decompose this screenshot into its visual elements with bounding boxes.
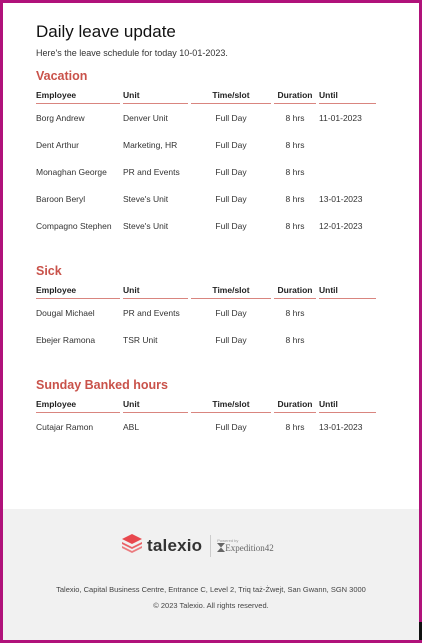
cell-until bbox=[319, 131, 376, 158]
section-title: Vacation bbox=[36, 69, 88, 83]
expedition42-logo-icon bbox=[217, 543, 225, 554]
leave-table bbox=[36, 283, 376, 353]
talexio-logo-icon bbox=[121, 533, 143, 558]
cell-until: 13-01-2023 bbox=[319, 193, 363, 204]
table-row bbox=[36, 158, 376, 185]
column-header-timeslot: Time/slot bbox=[191, 397, 271, 413]
page-subtitle: Here's the leave schedule for today 10-01-2023. bbox=[36, 48, 228, 58]
column-header-until: Until bbox=[319, 88, 376, 104]
table-row bbox=[36, 185, 376, 212]
section-title: Sunday Banked hours bbox=[36, 378, 168, 392]
cell-employee: Baroon Beryl bbox=[36, 193, 86, 204]
cell-duration: 8 hrs bbox=[285, 112, 305, 123]
cell-unit: Denver Unit bbox=[123, 112, 168, 123]
cell-until: 12-01-2023 bbox=[319, 220, 363, 231]
table-row bbox=[36, 212, 376, 239]
leave-table bbox=[36, 397, 376, 440]
company-address: Talexio, Capital Business Centre, Entrance C, Level 2, Triq taż-Żwejt, San Gwann, SGN 3000 bbox=[56, 585, 366, 594]
cell-duration: 8 hrs bbox=[285, 307, 305, 318]
cell-unit: Steve's Unit bbox=[123, 193, 169, 204]
column-header-employee: Employee bbox=[36, 88, 120, 104]
cell-duration: 8 hrs bbox=[285, 334, 305, 345]
powered-by-label: Powered by bbox=[217, 537, 239, 543]
cell-timeslot: Full Day bbox=[215, 307, 247, 318]
cell-timeslot: Full Day bbox=[215, 421, 247, 432]
cell-timeslot: Full Day bbox=[215, 112, 247, 123]
section-sunday-banked-hours bbox=[36, 377, 381, 440]
cell-duration: 8 hrs bbox=[285, 220, 305, 231]
cell-unit: ABL bbox=[123, 421, 140, 432]
cell-duration: 8 hrs bbox=[285, 166, 305, 177]
table-row bbox=[36, 104, 376, 131]
powered-by-block bbox=[217, 538, 274, 554]
cell-timeslot: Full Day bbox=[215, 166, 247, 177]
table-row bbox=[36, 299, 376, 326]
copyright-notice: © 2023 Talexio. All rights reserved. bbox=[153, 601, 269, 610]
cell-duration: 8 hrs bbox=[285, 193, 305, 204]
section-vacation bbox=[36, 68, 381, 239]
table-row bbox=[36, 131, 376, 158]
cell-duration: 8 hrs bbox=[285, 421, 305, 432]
column-header-duration: Duration bbox=[274, 397, 316, 413]
cell-timeslot: Full Day bbox=[215, 334, 247, 345]
column-header-unit: Unit bbox=[123, 283, 188, 299]
cell-until bbox=[319, 158, 376, 185]
cell-employee: Compagno Stephen bbox=[36, 220, 112, 231]
column-header-duration: Duration bbox=[274, 88, 316, 104]
table-header-row bbox=[36, 88, 376, 104]
cell-employee: Ebejer Ramona bbox=[36, 334, 96, 345]
cell-employee: Borg Andrew bbox=[36, 112, 85, 123]
cell-duration: 8 hrs bbox=[285, 139, 305, 150]
footer-logos bbox=[121, 533, 274, 558]
cell-timeslot: Full Day bbox=[215, 139, 247, 150]
partner-name: Expedition42 bbox=[225, 543, 274, 553]
cell-unit: PR and Events bbox=[123, 166, 180, 177]
cell-until bbox=[319, 326, 376, 353]
email-content bbox=[36, 21, 381, 440]
cell-unit: PR and Events bbox=[123, 307, 180, 318]
column-header-unit: Unit bbox=[123, 88, 188, 104]
section-sick bbox=[36, 263, 381, 353]
cell-employee: Dougal Michael bbox=[36, 307, 95, 318]
logo-divider bbox=[210, 535, 211, 557]
leave-table bbox=[36, 88, 376, 239]
cell-until: 11-01-2023 bbox=[319, 112, 362, 123]
column-header-timeslot: Time/slot bbox=[191, 88, 271, 104]
column-header-unit: Unit bbox=[123, 397, 188, 413]
table-row bbox=[36, 326, 376, 353]
table-row bbox=[36, 413, 376, 440]
cell-unit: TSR Unit bbox=[123, 334, 158, 345]
cell-employee: Monaghan George bbox=[36, 166, 107, 177]
column-header-duration: Duration bbox=[274, 283, 316, 299]
column-header-timeslot: Time/slot bbox=[191, 283, 271, 299]
column-header-employee: Employee bbox=[36, 283, 120, 299]
section-title: Sick bbox=[36, 264, 62, 278]
column-header-until: Until bbox=[319, 283, 376, 299]
page-title: Daily leave update bbox=[36, 22, 176, 41]
table-header-row bbox=[36, 283, 376, 299]
cell-unit: Marketing, HR bbox=[123, 139, 178, 150]
email-footer bbox=[3, 509, 419, 640]
column-header-employee: Employee bbox=[36, 397, 120, 413]
cell-employee: Cutajar Ramon bbox=[36, 421, 94, 432]
cell-until bbox=[319, 299, 376, 326]
cell-unit: Steve's Unit bbox=[123, 220, 169, 231]
column-header-until: Until bbox=[319, 397, 376, 413]
brand-name: talexio bbox=[147, 535, 203, 555]
cell-employee: Dent Arthur bbox=[36, 139, 79, 150]
table-header-row bbox=[36, 397, 376, 413]
cell-until: 13-01-2023 bbox=[319, 421, 363, 432]
cell-timeslot: Full Day bbox=[215, 220, 247, 231]
cell-timeslot: Full Day bbox=[215, 193, 247, 204]
